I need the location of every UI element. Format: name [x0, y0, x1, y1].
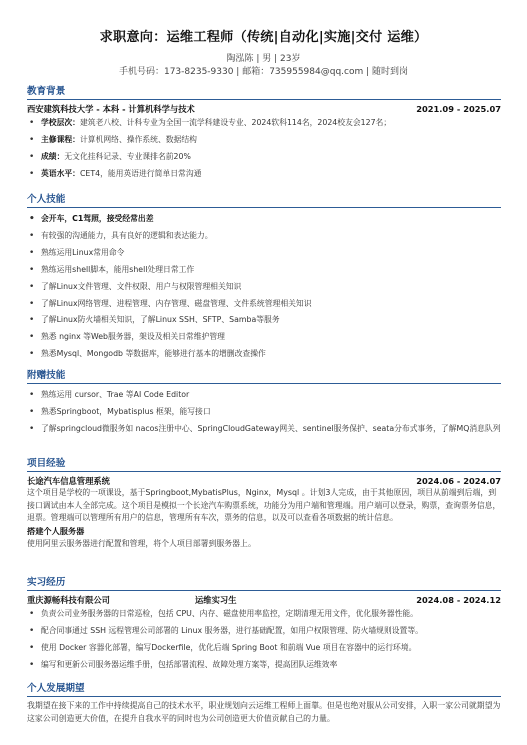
extra-skill-item: • 熟悉Springboot，Mybatisplus 框架，能写接口 — [27, 404, 501, 421]
internship-row — [27, 594, 501, 606]
education-school: 西安建筑科技大学 - 本科 - 计算机科学与技术 — [27, 104, 195, 114]
internship-role: 运维实习生 — [195, 595, 237, 605]
personal-info: 陶泓陈 | 男 | 23岁 — [226, 54, 301, 64]
skill-item: • 有较强的沟通能力，具有良好的逻辑和表达能力。 — [27, 228, 501, 245]
extra-skill-item: • 了解springcloud微服务如 nacos注册中心、SpringCloudGateway网关、sentinel服务保护、seata分布式事务，了解MQ消息队列 — [27, 421, 501, 438]
project-subtext: 使用阿里云服务器进行配置和管理，将个人项目部署到服务器上。 — [27, 539, 256, 549]
project-row — [27, 475, 501, 487]
extra-skill-item: • 熟练运用 cursor、Trae 等AI Code Editor — [27, 387, 501, 404]
education-period: 2021.09 - 2025.07 — [416, 104, 501, 114]
skill-item: • 了解Linux防火墙相关知识，了解Linux SSH、SFTP、Samba等服务 — [27, 312, 501, 329]
skills-heading: 个人技能 — [27, 193, 501, 208]
education-item — [27, 149, 501, 166]
internship-item: • 负责公司业务服务器的日常巡检，包括 CPU、内存、磁盘使用率监控，定期清理无用文件，优化服务器性能。 — [27, 606, 501, 623]
expectation-heading: 个人发展期望 — [27, 682, 501, 697]
internship-list — [27, 606, 501, 674]
education-item-label: 学校层次： — [41, 118, 80, 127]
education-heading: 教育背景 — [27, 85, 501, 100]
education-row — [27, 103, 501, 115]
education-item-text: 无文化挂科记录、专业课排名前20% — [64, 151, 191, 161]
internship-company: 重庆源畅科技有限公司 — [27, 595, 110, 605]
education-item — [27, 166, 501, 183]
internship-item: • 使用 Docker 容器化部署，编写Dockerfile，优化后端 Spring Boot 和前端 Vue 项目在容器中的运行环境。 — [27, 640, 501, 657]
skills-list — [27, 211, 501, 363]
skills-section — [27, 193, 501, 363]
contact-info: 手机号码：173-8235-9330 | 邮箱：735955984@qq.com | 随时到岗 — [118, 67, 409, 77]
project-description: 这个项目是学校的一项课设，基于Springboot,MybatisPlus，Nginx，Mysql 。计划3人完成，由于其他原因，项目从前端到后端，到接口调试由本人全部完成。这个项目是模拟一个长途汽车购票系统，功能分为用户端和管理端。用户端可以登录，购票，查询票务信息，退票。管理端可以管理所有用户的信息，管理所有车次，票务的信息，以及可以查看各项数据的统计信息。 — [27, 488, 501, 523]
project-period: 2024.06 - 2024.07 — [416, 476, 501, 486]
education-item-label: 主修课程： — [41, 134, 80, 144]
projects-heading: 项目经验 — [27, 457, 501, 472]
extra-skills-section — [27, 369, 501, 438]
education-item-label: 成绩： — [41, 151, 65, 161]
internship-section — [27, 576, 501, 674]
education-item — [27, 132, 501, 149]
internship-item: • 配合同事通过 SSH 远程管理公司部署的 Linux 服务器，进行基础配置，如用户权限管理、防火墙规则设置等。 — [27, 623, 501, 640]
expectation-section — [27, 682, 501, 725]
skill-item: • 熟悉Mysql、Mongodb 等数据库，能够进行基本的增删改查操作 — [27, 346, 501, 363]
extra-skills-list — [27, 387, 501, 438]
skill-item: • 会开车，C1驾照，接受经常出差 — [27, 211, 501, 228]
resume-title: 求职意向：运维工程师（传统|自动化|实施|交付 运维） — [99, 30, 428, 45]
internship-item: • 编写和更新公司服务器运维手册，包括部署流程、故障处理方案等，提高团队运维效率 — [27, 657, 501, 674]
skill-item: • 熟练运用shell脚本，能用shell处理日常工作 — [27, 262, 501, 279]
project-name: 长途汽车信息管理系统 — [27, 476, 110, 486]
education-item-text: 计算机网络、操作系统、数据结构 — [79, 134, 197, 144]
education-item — [27, 115, 501, 132]
skill-item: • 熟悉 nginx 等Web服务器，架设及相关日常维护管理 — [27, 329, 501, 346]
projects-section — [27, 457, 501, 551]
education-item-text: 建筑老八校、计科专业为全国一流学科建设专业、2024软科114名，2024校友会127名； — [79, 118, 392, 127]
skill-item: • 熟练运用Linux常用命令 — [27, 245, 501, 262]
project-subheading: 搭建个人服务器 — [27, 526, 85, 537]
education-section — [27, 85, 501, 183]
internship-heading: 实习经历 — [27, 576, 501, 591]
education-item-label: 英语水平： — [41, 168, 80, 178]
skill-item: • 了解Linux网络管理、进程管理、内存管理、磁盘管理、文件系统管理相关知识 — [27, 296, 501, 313]
education-list — [27, 115, 501, 183]
education-item-text: CET4，能用英语进行简单日常沟通 — [79, 168, 202, 178]
internship-period: 2024.08 - 2024.12 — [416, 595, 501, 605]
extra-skills-heading: 附赠技能 — [27, 369, 501, 384]
skill-item: • 了解Linux文件管理、文件权限、用户与权限管理相关知识 — [27, 279, 501, 296]
expectation-text: 我期望在接下来的工作中持续提高自己的技术水平，职业规划向云运维工程师上面靠。但是也绝对服从公司安排，入职一家公司就期望为这家公司创造更大价值，在提升自我水平的同时也为公司创造更大价值贡献自己的力量。 — [27, 701, 501, 723]
